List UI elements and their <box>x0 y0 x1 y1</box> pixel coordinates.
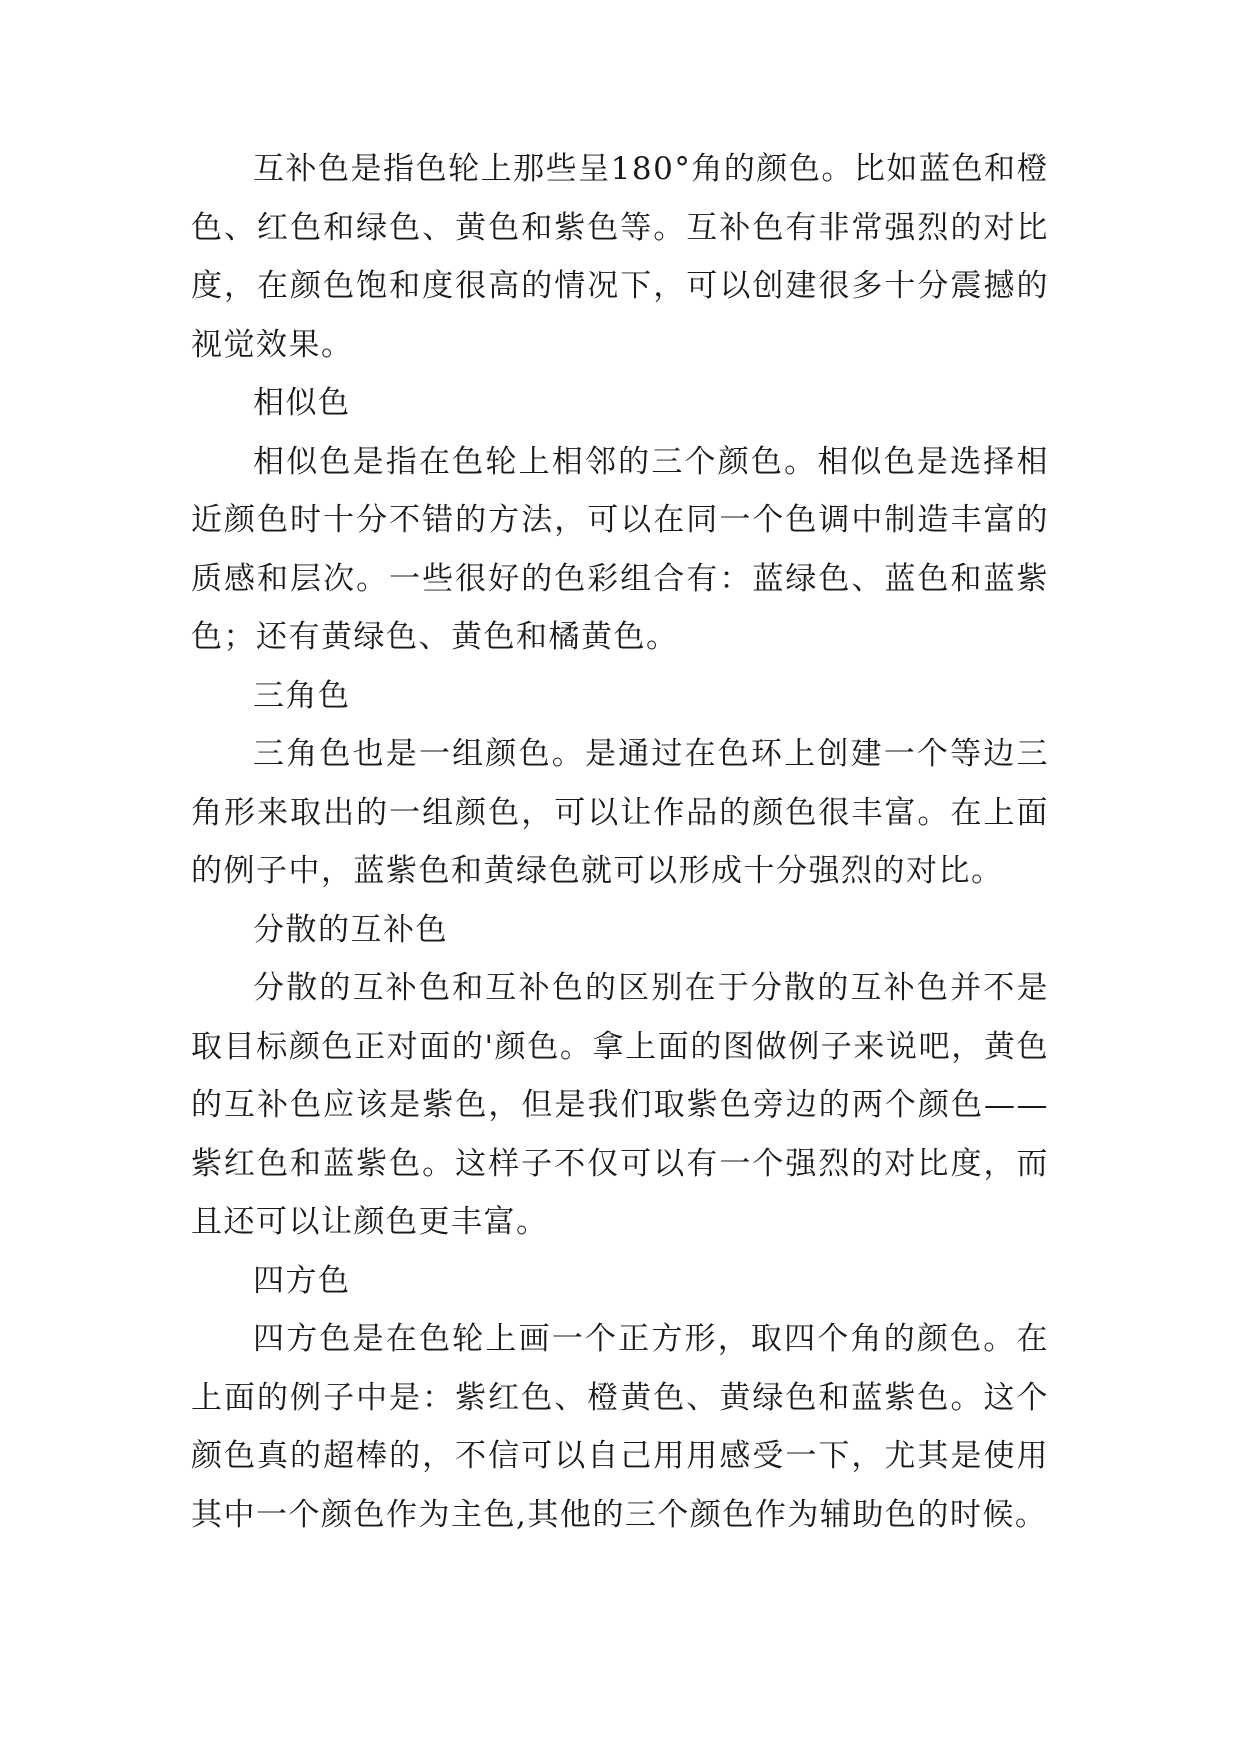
paragraph-tetradic: 四方色是在色轮上画一个正方形，取四个角的颜色。在上面的例子中是：紫红色、橙黄色、黄绿色和蓝紫色。这个颜色真的超棒的，不信可以自己用用感受一下，尤其是使用其中一个颜色作为主色,其他的三个颜色作为辅助色的时候。 <box>191 1321 1049 1533</box>
paragraph-analogous: 相似色是指在色轮上相邻的三个颜色。相似色是选择相近颜色时十分不错的方法，可以在同一个色调中制造丰富的质感和层次。一些很好的色彩组合有：蓝绿色、蓝色和蓝紫色；还有黄绿色、黄色和橘黄色。 <box>191 443 1049 655</box>
paragraph-triadic: 三角色也是一组颜色。是通过在色环上创建一个等边三角形来取出的一组颜色，可以让作品的颜色很丰富。在上面的例子中，蓝紫色和黄绿色就可以形成十分强烈的对比。 <box>191 736 1049 889</box>
document-body <box>191 140 1049 1544</box>
heading-split-complementary: 分散的互补色 <box>253 911 448 948</box>
heading-analogous: 相似色 <box>253 385 351 421</box>
heading-triadic: 三角色 <box>253 677 351 714</box>
paragraph-split-complementary: 分散的互补色和互补色的区别在于分散的互补色并不是取目标颜色正对面的'颜色。拿上面的图做例子来说吧，黄色的互补色应该是紫色，但是我们取紫色旁边的两个颜色——紫红色和蓝紫色。这样子不仅可以有一个强烈的对比度，而且还可以让颜色更丰富。 <box>191 970 1049 1240</box>
paragraph-complementary: 互补色是指色轮上那些呈180°角的颜色。比如蓝色和橙色、红色和绿色、黄色和紫色等。互补色有非常强烈的对比度，在颜色饱和度很高的情况下，可以创建很多十分震撼的视觉效果。 <box>191 151 1049 363</box>
heading-tetradic: 四方色 <box>253 1262 351 1299</box>
